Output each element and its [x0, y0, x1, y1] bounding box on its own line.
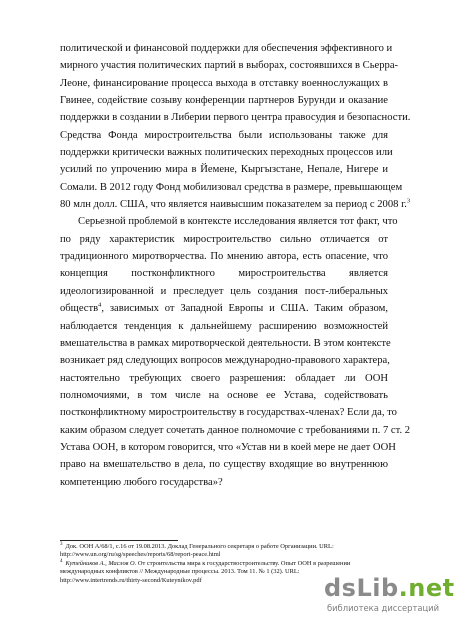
text-line: поддержки в создании в Либерии первого центра правосудия и безопасности.	[60, 112, 411, 124]
text-line: полномочиями, в том числе на основе ее Устава, содействовать	[60, 389, 388, 401]
text-line	[60, 196, 411, 213]
footnote-text: От строительства мира к государствостроительству. Опыт ООН в разрешении	[136, 559, 351, 567]
logo-text: dsLib	[324, 574, 399, 602]
text-line: постконфликтному миростроительству в государствах-членах? Если да, то	[60, 407, 397, 419]
text-line: мирного участия политических партий в выборах, состоявшихся в Сьерра-	[60, 60, 399, 72]
footnote-link[interactable]: http://www.un.org/ru/sg/speeches/reports/68/report-peace.html	[60, 551, 221, 559]
main-text	[60, 40, 411, 491]
footnote-ref-3[interactable]: 3	[406, 197, 411, 205]
text-line: концепция постконфликтного миростроительства является	[60, 268, 388, 280]
text-line: Сомали. В 2012 году Фонд мобилизовал средства в размере, превышающем	[60, 181, 403, 193]
text-line: право на вмешательство в дела, по существу входящие во внутреннюю	[60, 459, 388, 471]
footnote-divider	[60, 540, 178, 541]
text-line: по ряду характеристик миростроительство сильно отличается от	[60, 233, 388, 245]
text-line: Гвинее, содействие созыву конференции партнеров Бурунди и оказание	[60, 95, 388, 107]
text-line: поддержки критически важных политических переходных процессов или	[60, 147, 393, 159]
text-line: политической и финансовой поддержки для обеспечения эффективного и	[60, 43, 393, 54]
footnote-author: Кутейников А., Маслов О.	[65, 559, 137, 567]
text-line: Средства Фонда миростроительства были использованы также для	[60, 129, 388, 141]
text-line: каким образом следует сочетать данное полномочие с требованиями п. 7 ст. 2	[60, 424, 411, 436]
footnote-number: 3	[60, 541, 63, 547]
footnote-text: международных конфликтов // Международные процессы. 2013. Том 11. № 1 (32). URL:	[60, 568, 300, 576]
text-fragment: , зависимых от Западной Европы и США. Таким образом,	[101, 303, 388, 315]
text-line: усилий по упрочению мира в Йемене, Кыргызстане, Непале, Нигере и	[60, 164, 388, 176]
dslib-watermark	[324, 574, 455, 619]
logo-accent: .net	[398, 574, 455, 602]
text-line: компетенцию любого государства»?	[60, 476, 223, 488]
dslib-logo	[324, 574, 455, 602]
text-line	[60, 300, 388, 317]
text-line: наблюдается тенденция к дальнейшему расширению возможностей	[60, 320, 388, 332]
footnote-text: Док. ООН A/68/1, с.16 от 19.08.2013. Доклад Генерального секретаря о работе Организации. URL:	[65, 543, 334, 550]
text-line: возникает ряд следующих вопросов международно-правового характера,	[60, 355, 390, 367]
text-line: Устава ООН, в котором говорится, что «Устав ни в коей мере не дает ООН	[60, 441, 396, 453]
text-line: Серьезной проблемой в контексте исследования является тот факт, что	[78, 216, 398, 228]
footnote-4	[60, 560, 396, 568]
watermark-subtitle: библиотека диссертаций	[326, 603, 440, 613]
footnote-ref-4[interactable]: 4	[98, 301, 102, 309]
footnote-number: 4	[60, 558, 63, 564]
text-line: настоятельно требующих своего разрешения: обладает ли ООН	[60, 372, 388, 384]
footnote-link[interactable]: http://www.intertrends.ru/thirty-second/Kuteynikov.pdf	[60, 576, 202, 584]
text-fragment: 80 млн долл. США, что является наивысшим показателем за период с 2008 г.	[60, 199, 407, 211]
text-line: вмешательства в рамках миротворческой деятельности. В этом контексте	[60, 337, 391, 349]
footnote-3	[60, 543, 396, 551]
text-line: традиционного миротворчества. По мнению автора, есть опасение, что	[60, 251, 388, 263]
text-fragment: обществ	[60, 303, 99, 315]
text-line: идеологизированной и преследует цель создания пост-либеральных	[60, 285, 388, 297]
text-line: Леоне, финансирование процесса выхода в отставку военнослужащих в	[60, 77, 388, 89]
